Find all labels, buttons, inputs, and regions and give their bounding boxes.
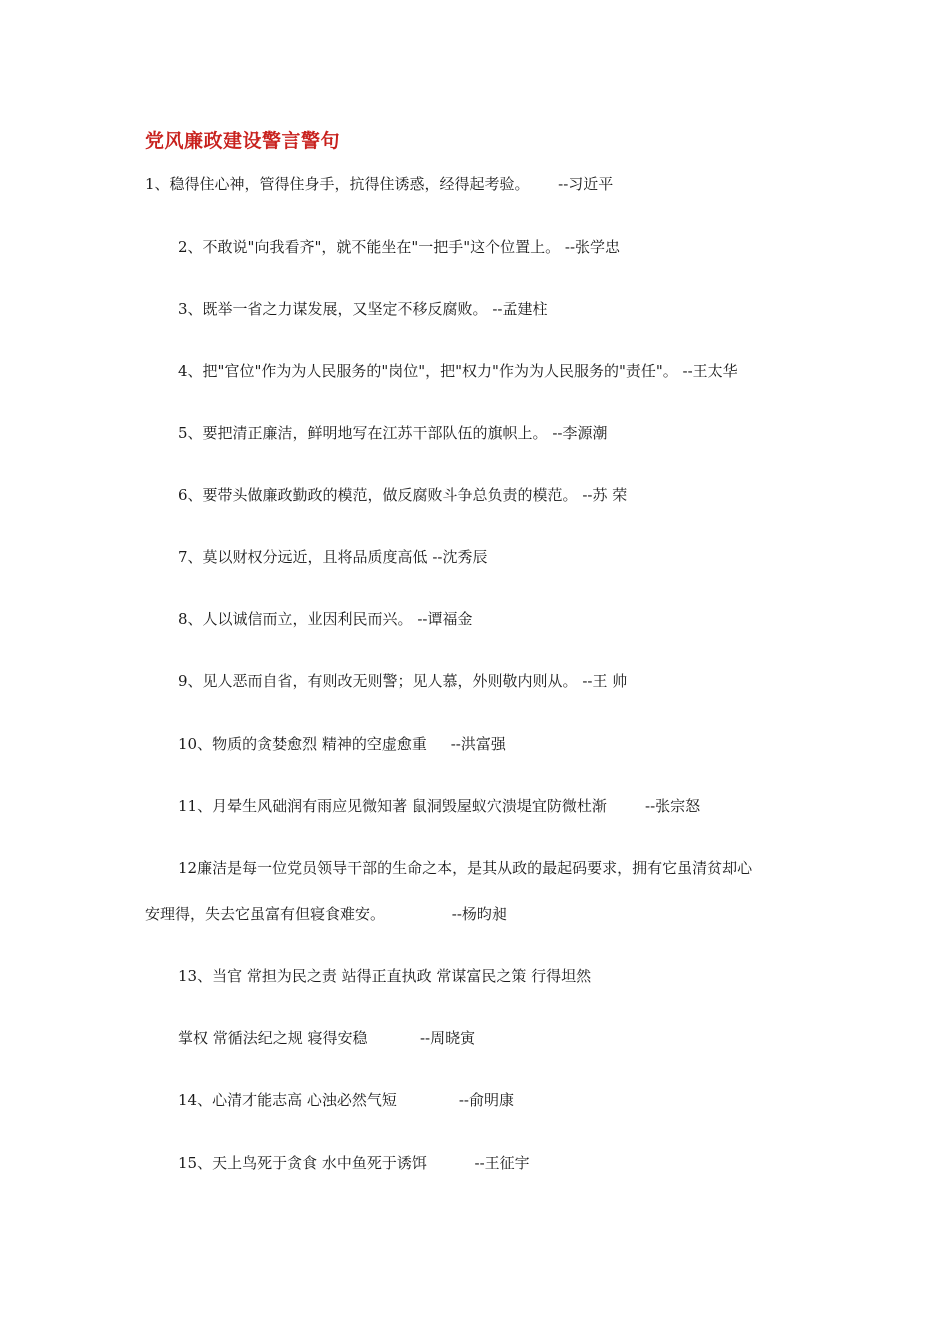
quote-4: 4、把"官位"作为为人民服务的"岗位"，把"权力"作为为人民服务的"责任"。 --王太华 [178, 362, 738, 380]
quote-15: 15、天上鸟死于贪食 水中鱼死于诱饵 --王征宇 [178, 1154, 530, 1172]
quote-8: 8、人以诚信而立，业因利民而兴。 --谭福金 [178, 610, 473, 628]
quote-3: 3、既举一省之力谋发展，又坚定不移反腐败。 --孟建柱 [178, 300, 548, 318]
quote-11: 11、月晕生风础润有雨应见微知著 鼠洞毁屋蚁穴溃堤宜防微杜渐 --张宗怒 [178, 797, 701, 815]
quote-9: 9、见人恶而自省，有则改无则警；见人慕，外则敬内则从。 --王 帅 [178, 672, 628, 690]
document-title: 党风廉政建设警言警句 [145, 130, 341, 152]
quote-12-line-2: 安理得，失去它虽富有但寝食难安。 --杨昀昶 [145, 905, 507, 923]
quote-10: 10、物质的贪婪愈烈 精神的空虚愈重 --洪富强 [178, 735, 506, 753]
quote-14: 14、心清才能志高 心浊必然气短 --俞明康 [178, 1091, 514, 1109]
quote-2: 2、不敢说"向我看齐"，就不能坐在"一把手"这个位置上。 --张学忠 [178, 238, 621, 256]
quote-13-line-2: 掌权 常循法纪之规 寝得安稳 --周晓寅 [178, 1029, 476, 1047]
quote-6: 6、要带头做廉政勤政的模范，做反腐败斗争总负责的模范。 --苏 荣 [178, 486, 628, 504]
quote-1: 1、稳得住心神，管得住身手，抗得住诱惑，经得起考验。 --习近平 [145, 175, 614, 193]
quote-7: 7、莫以财权分远近，且将品质度高低 --沈秀辰 [178, 548, 488, 566]
quote-13-line-1: 13、当官 常担为民之责 站得正直执政 常谋富民之策 行得坦然 [178, 967, 592, 985]
quote-5: 5、要把清正廉洁，鲜明地写在江苏干部队伍的旗帜上。 --李源潮 [178, 424, 608, 442]
quote-12-line-1: 12廉洁是每一位党员领导干部的生命之本，是其从政的最起码要求，拥有它虽清贫却心 [178, 859, 753, 877]
